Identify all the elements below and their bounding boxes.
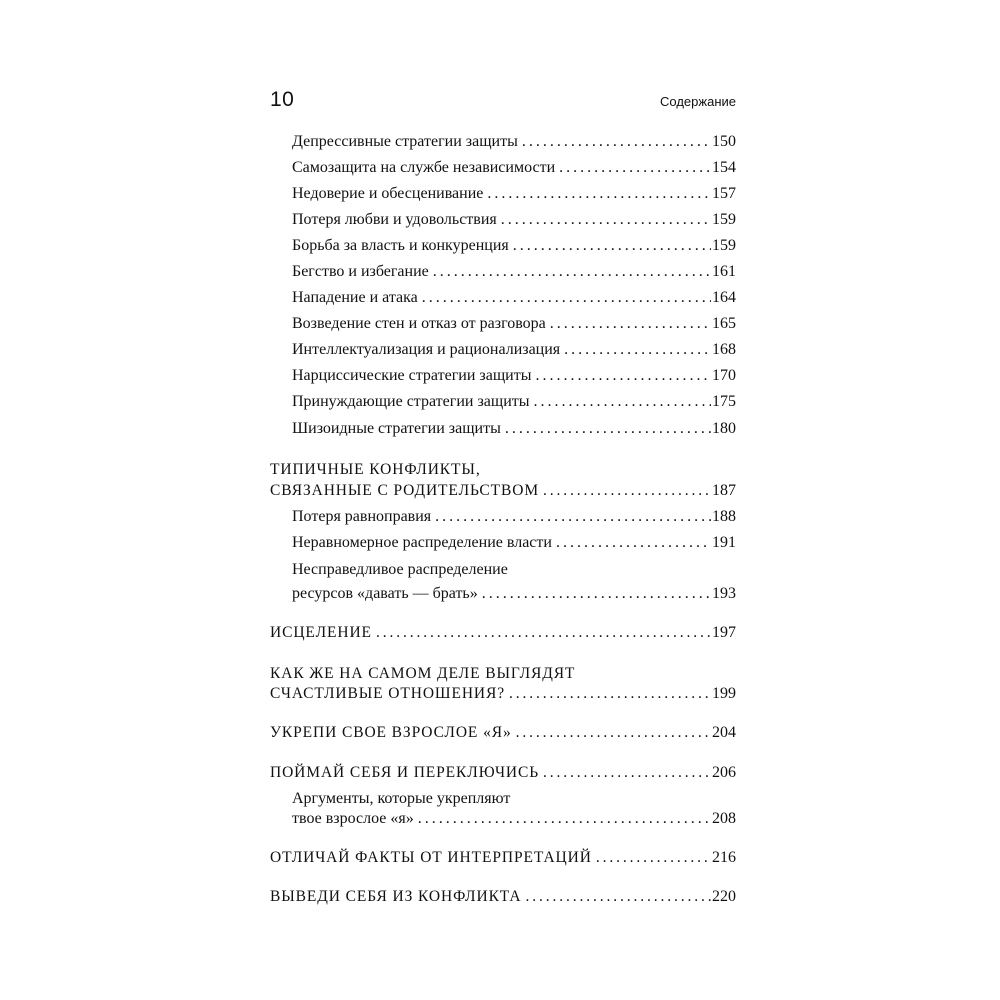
dot-leader	[482, 585, 711, 603]
toc-entry-title: Потеря равноправия	[292, 508, 432, 525]
toc-chapter-title-line1: КАК ЖЕ НА САМОМ ДЕЛЕ ВЫГЛЯДЯТ	[270, 665, 576, 682]
dot-leader	[543, 764, 711, 782]
dot-leader	[433, 263, 711, 281]
toc-entry-page: 164	[712, 289, 736, 306]
toc-entry	[292, 237, 736, 255]
toc-entry-title: ресурсов «давать — брать»	[292, 585, 478, 602]
toc-entry	[292, 159, 736, 177]
toc-entry	[292, 263, 736, 281]
toc-entry-page: 180	[712, 420, 736, 437]
toc-entry-title: Возведение стен и отказ от разговора	[292, 315, 546, 332]
toc-entry	[292, 810, 736, 828]
toc-entry-page: 159	[712, 237, 736, 254]
toc-entry-page: 208	[712, 810, 736, 827]
toc-chapter	[270, 482, 736, 500]
toc-entry-page: 191	[712, 534, 736, 551]
toc-entry	[292, 534, 736, 552]
toc-entry-title: Самозащита на службе независимости	[292, 159, 556, 176]
toc-chapter	[270, 624, 736, 642]
toc-entry-page: 220	[712, 888, 736, 905]
toc-chapter-title: ИСЦЕЛЕНИЕ	[270, 624, 372, 641]
toc-entry-title: Нарциссические стратегии защиты	[292, 367, 532, 384]
toc-entry-page: 168	[712, 341, 736, 358]
toc-chapter-title: ПОЙМАЙ СЕБЯ И ПЕРЕКЛЮЧИСЬ	[270, 764, 540, 781]
dot-leader	[564, 341, 711, 359]
toc-chapter	[270, 764, 736, 782]
toc-entry-title: Недоверие и обесценивание	[292, 185, 484, 202]
dot-leader	[516, 724, 711, 742]
dot-leader	[543, 482, 711, 500]
toc-chapter-title: ОТЛИЧАЙ ФАКТЫ ОТ ИНТЕРПРЕТАЦИЙ	[270, 849, 592, 866]
toc-entry	[292, 508, 736, 526]
toc-entry-page: 204	[712, 724, 736, 741]
toc-entry-title-line1: Несправедливое распределение	[292, 561, 508, 578]
toc-chapter-title: СВЯЗАННЫЕ С РОДИТЕЛЬСТВОМ	[270, 482, 540, 499]
dot-leader	[556, 534, 711, 552]
toc-entry	[292, 211, 736, 229]
toc-entry-page: 170	[712, 367, 736, 384]
page-number: 10	[270, 88, 295, 111]
dot-leader	[522, 133, 711, 151]
dot-leader	[596, 849, 711, 867]
toc-entry-page: 199	[712, 685, 736, 702]
toc-entry-title: твое взрослое «я»	[292, 810, 414, 827]
toc-entry-page: 161	[712, 263, 736, 280]
toc-entry-title: Депрессивные стратегии защиты	[292, 133, 518, 150]
dot-leader	[534, 393, 711, 411]
toc-entry-title: Принуждающие стратегии защиты	[292, 393, 530, 410]
running-head	[270, 88, 736, 112]
dot-leader	[513, 237, 711, 255]
dot-leader	[418, 810, 711, 828]
toc-entry-title: Шизоидные стратегии защиты	[292, 420, 501, 437]
toc-entry	[292, 289, 736, 307]
toc-chapter-title: ВЫВЕДИ СЕБЯ ИЗ КОНФЛИКТА	[270, 888, 522, 905]
dot-leader	[501, 211, 711, 229]
toc-chapter-title-line1: ТИПИЧНЫЕ КОНФЛИКТЫ,	[270, 461, 481, 478]
dot-leader	[509, 685, 711, 703]
toc-entry-title-line1: Аргументы, которые укрепляют	[292, 790, 511, 807]
toc-chapter-title: УКРЕПИ СВОЕ ВЗРОСЛОЕ «Я»	[270, 724, 512, 741]
toc-entry-title: Интеллектуализация и рационализация	[292, 341, 561, 358]
toc-chapter-title: СЧАСТЛИВЫЕ ОТНОШЕНИЯ?	[270, 685, 506, 702]
toc-entry	[292, 133, 736, 151]
toc-entry-page: 216	[712, 849, 736, 866]
toc-entry-page: 159	[712, 211, 736, 228]
dot-leader	[422, 289, 711, 307]
dot-leader	[487, 185, 711, 203]
toc-entry	[292, 367, 736, 385]
toc-entry-page: 150	[712, 133, 736, 150]
toc-entry	[292, 185, 736, 203]
toc-chapter	[270, 685, 736, 703]
dot-leader	[550, 315, 711, 333]
toc-entry-page: 154	[712, 159, 736, 176]
toc-entry-page: 165	[712, 315, 736, 332]
toc-entry-title: Потеря любви и удовольствия	[292, 211, 497, 228]
toc-entry	[292, 315, 736, 333]
toc-entry-page: 206	[712, 764, 736, 781]
toc-entry-page: 187	[712, 482, 736, 499]
toc-entry-page: 175	[712, 393, 736, 410]
toc-chapter	[270, 724, 736, 742]
toc-entry-title: Неравномерное распределение власти	[292, 534, 552, 551]
dot-leader	[526, 888, 712, 906]
toc-entry-title: Бегство и избегание	[292, 263, 429, 280]
dot-leader	[559, 159, 711, 177]
toc-chapter	[270, 888, 736, 906]
toc-entry-title: Нападение и атака	[292, 289, 418, 306]
toc-chapter	[270, 849, 736, 867]
toc-entry-page: 193	[712, 585, 736, 602]
section-title: Содержание	[660, 94, 736, 109]
dot-leader	[505, 420, 711, 438]
dot-leader	[535, 367, 711, 385]
toc-entry	[292, 420, 736, 438]
toc-entry	[292, 393, 736, 411]
toc-entry	[292, 341, 736, 359]
toc-entry-title: Борьба за власть и конкуренция	[292, 237, 509, 254]
toc-entry-page: 197	[712, 624, 736, 641]
toc-entry	[292, 585, 736, 603]
dot-leader	[376, 624, 711, 642]
toc-entry-page: 157	[712, 185, 736, 202]
dot-leader	[435, 508, 711, 526]
toc-entry-page: 188	[712, 508, 736, 525]
